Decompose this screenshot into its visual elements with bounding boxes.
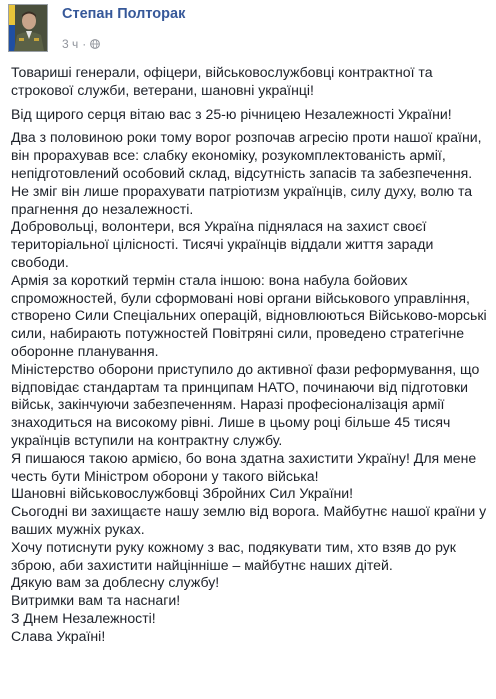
- text-line: військ, закінчуючи забезпеченням. Наразі професіоналізація армії: [11, 396, 445, 413]
- text-line: відповідає стандартам та принципам НАТО, починаючи від підготовки: [11, 378, 468, 395]
- text-line: створено Сили Спеціальних операцій, відновлюються Військово-морські: [11, 307, 487, 324]
- text-line: Слава Україні!: [11, 627, 106, 644]
- meta-separator: ·: [82, 37, 87, 51]
- text-line: українців вступили на контрактну службу.: [11, 431, 283, 448]
- text-line: свободи.: [11, 253, 69, 270]
- paragraph-greeting: [11, 64, 491, 100]
- text-line: строкової служби, ветерани, шановні українці!: [11, 81, 314, 98]
- text-line: ваших мужніх руках.: [11, 520, 145, 537]
- text-line: непідготовлений особовий склад, відсутність запасів та забезпечення.: [11, 164, 473, 181]
- text-line: Товариші генерали, офіцери, військовослужбовці контрактної та: [11, 64, 433, 80]
- text-line: Не зміг він лише прорахувати патріотизм українців, силу духу, волю та: [11, 182, 473, 199]
- text-line: спроможностей, були сформовані нові органи військового управління,: [11, 289, 470, 306]
- text-line: Хочу потиснути руку кожному з вас, подякувати тим, хто взяв до рук: [11, 538, 456, 555]
- text-line: зброю, аби захистити найцінніше – майбутнє наших дітей.: [11, 556, 393, 573]
- text-line: Витримки вам та наснаги!: [11, 592, 181, 609]
- text-line: Я пишаюся такою армією, бо вона здатна захистити Україну! Для мене: [11, 449, 477, 466]
- text-line: оборонне планування.: [11, 342, 159, 359]
- text-line: Армія за короткий термін стала іншою: вона набула бойових: [11, 271, 408, 288]
- text-line: сили, набирають потужностей Повітряні сили, проведено стратегічне: [11, 325, 465, 342]
- text-line: З Днем Незалежності!: [11, 609, 156, 626]
- text-line: Два з половиною роки тому ворог розпочав агресію проти нашої країни,: [11, 129, 482, 146]
- paragraph-congratulation: [11, 106, 491, 124]
- text-line: знаходиться на високому рівні. Лише в цьому році більше 45 тисяч: [11, 414, 451, 431]
- post-body: [11, 64, 491, 646]
- text-line: Дякую вам за доблесну службу!: [11, 574, 220, 591]
- text-line: Міністерство оборони приступило до активної фази реформування, що: [11, 360, 480, 377]
- globe-icon[interactable]: [90, 39, 100, 49]
- text-line: честь бути Міністром оборони у такого війська!: [11, 467, 319, 484]
- author-name[interactable]: Степан Полторак: [62, 6, 186, 22]
- post-meta: [62, 37, 100, 51]
- text-line: він прорахував все: слабку економіку, розукомплектованість армії,: [11, 147, 446, 164]
- text-line: Добровольці, волонтери, вся Україна піднялася на захист своєї: [11, 218, 427, 235]
- text-line: Шановні військовослужбовці Збройних Сил України!: [11, 485, 354, 502]
- text-line: територіальної цілісності. Тисячі українців віддали життя заради: [11, 236, 434, 253]
- avatar-portrait-icon: [9, 5, 47, 51]
- post-timestamp[interactable]: 3 ч: [62, 37, 79, 51]
- text-line: прагнення до незалежності.: [11, 200, 194, 217]
- author-avatar[interactable]: [8, 4, 48, 52]
- text-line: Від щирого серця вітаю вас з 25-ю річницею Незалежності України!: [11, 105, 452, 122]
- post-header: [8, 4, 488, 54]
- text-line: Сьогодні ви захищаєте нашу землю від ворога. Майбутнє нашої країни у: [11, 503, 487, 520]
- paragraph-main: [11, 129, 491, 645]
